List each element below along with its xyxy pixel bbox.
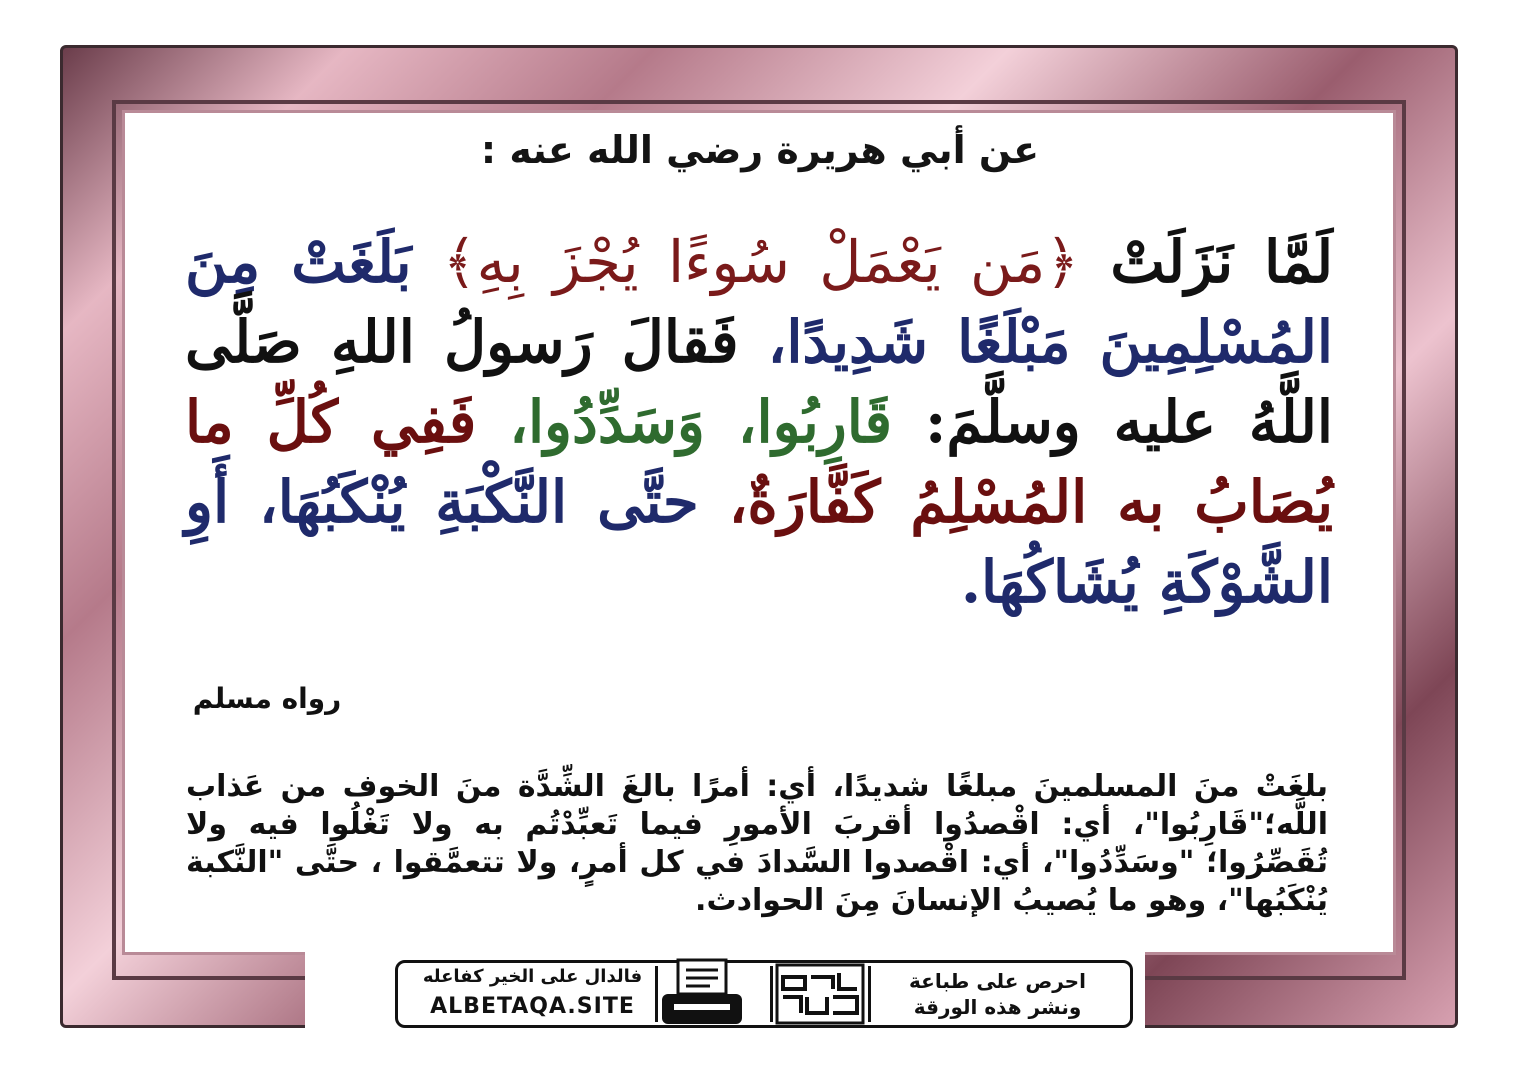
footer-right-line-2: ونشر هذه الورقة [913, 995, 1082, 1019]
footer-slogan: فالدال على الخير كفاعله [422, 966, 643, 987]
hadith-part-4: قَارِبُوا، وَسَدِّدُوا، [509, 388, 893, 456]
footer-right-line-1: احرص على طباعة [909, 969, 1086, 993]
hadith-part-5: فَفِي كُلِّ ما يُصَابُ به المُسْلِمُ كَفَّارَةٌ، [185, 388, 1333, 536]
quran-verse: ﴿مَن يَعْمَلْ سُوءًا يُجْزَ بِهِ﴾ [442, 228, 1080, 296]
explanation-text: بلغَتْ منَ المسلمينَ مبلغًا شديدًا، أي: أمرًا بالغَ الشِّدَّة منَ الخوف من عَذاب اللَّه؛"قَارِبُوا"، أي: اقْصدُوا أقربَ الأمورِ فيما تَعبِّدْتُم به ولا تَغْلُوا فيه ولا تُقَصِّرُوا؛ "وسَدِّدُوا"، أي: اقْصدوا السَّدادَ في كل أمرٍ، ولا تتعمَّقوا ، حتَّى "النَّكبة يُنْكَبُها"، وهو ما يُصيبُ الإنسانَ مِنَ الحوادث. [186, 769, 1328, 918]
hadith-source: رواه مسلم [192, 682, 342, 715]
footer-call-to-action [870, 968, 1125, 1020]
footer-divider-left [655, 966, 658, 1022]
hadith-part-3: فَقالَ رَسولُ اللهِ صَلَّى اللَّهُ عليه وسلَّمَ: [185, 308, 1333, 456]
footer-website: ALBETAQA.SITE [430, 994, 635, 1019]
printer-icon [660, 958, 744, 1030]
hadith-part-1: لَمَّا نَزَلَتْ [1110, 228, 1333, 296]
footer-divider-right [868, 966, 871, 1022]
footer-divider-middle [770, 966, 773, 1022]
hadith-text [185, 222, 1333, 622]
albetaqa-logo-icon [775, 963, 865, 1025]
hadith-part-2: بَلَغَتْ مِنَ المُسْلِمِينَ مَبْلَغًا شَدِيدًا، [185, 228, 1333, 376]
hadith-part-6: حتَّى النَّكْبَةِ يُنْكَبُهَا، أَوِ الشَّوْكَةِ يُشَاكُهَا. [185, 468, 1333, 616]
narrator-line: عن أبي هريرة رضي الله عنه : [480, 128, 1040, 172]
